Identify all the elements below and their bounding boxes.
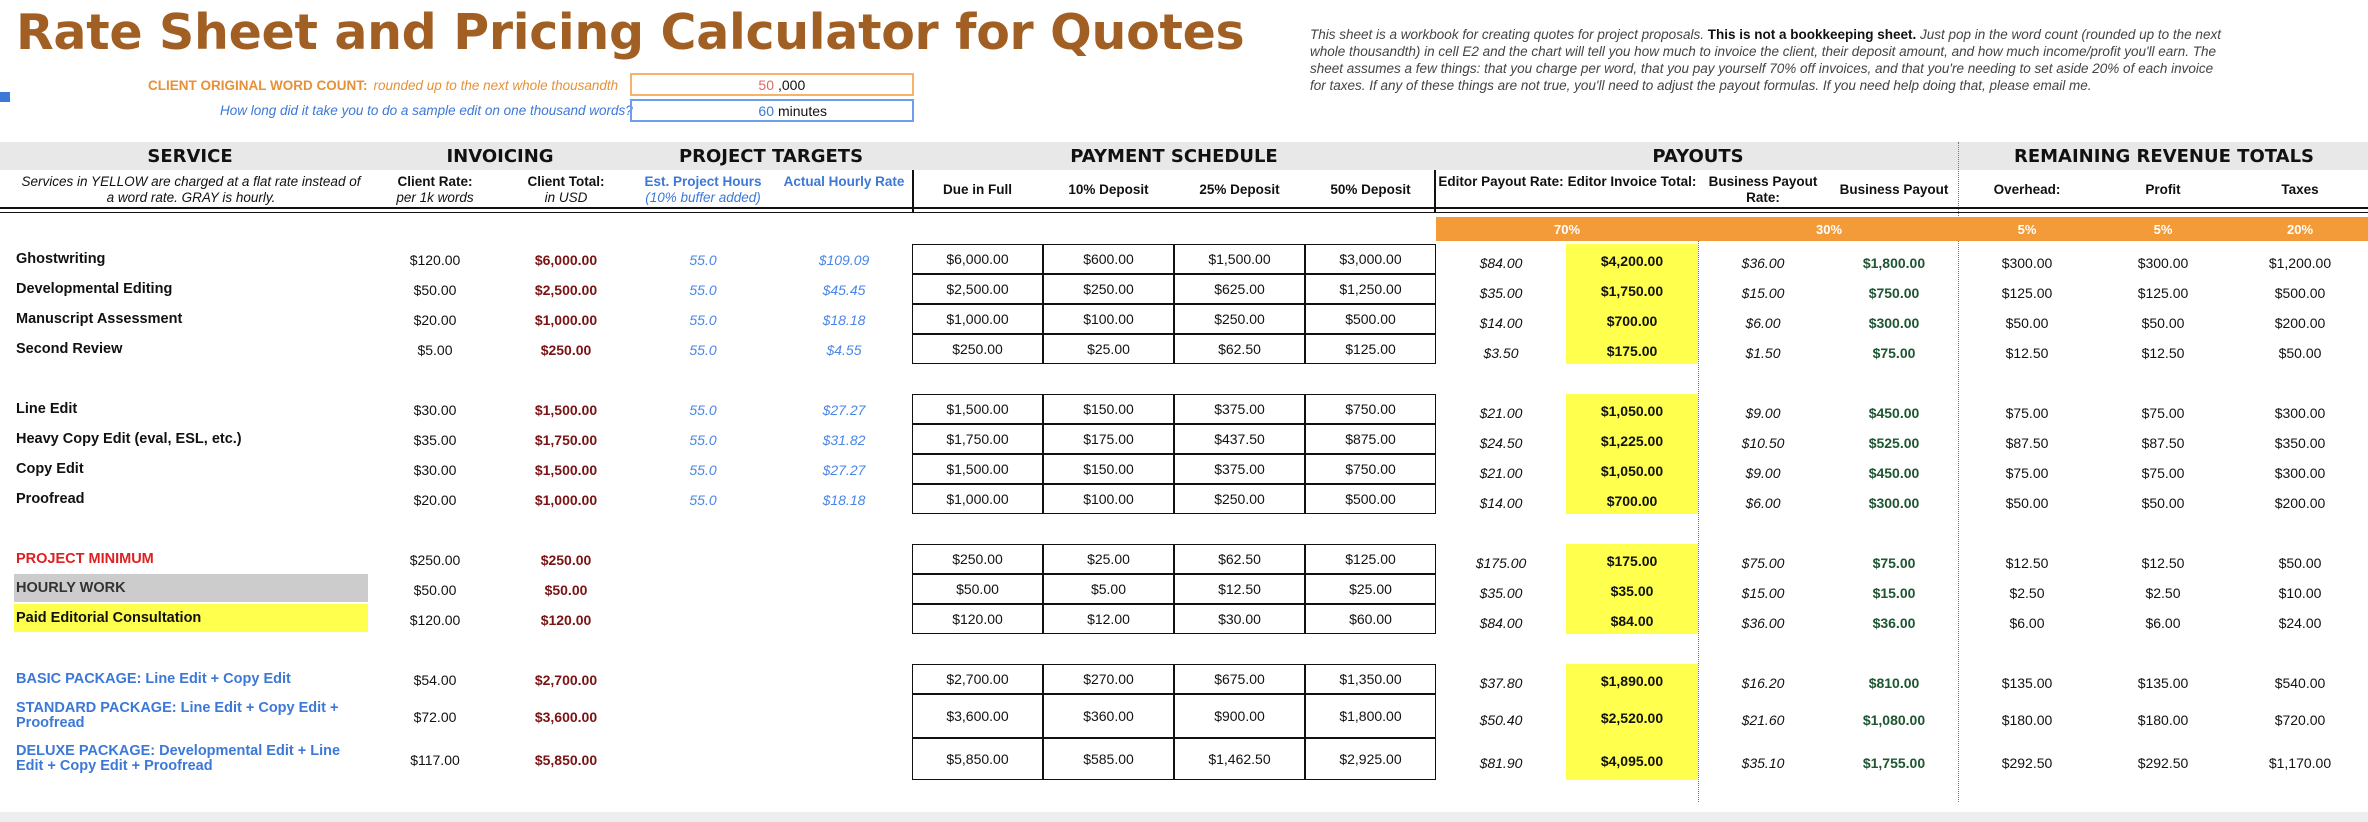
- cell-d25[interactable]: $900.00: [1174, 694, 1305, 738]
- cell-etotal[interactable]: $35.00: [1566, 574, 1698, 604]
- cell-hours[interactable]: 55.0: [689, 252, 717, 268]
- cell-hourly[interactable]: [782, 696, 906, 738]
- service-name[interactable]: Paid Editorial Consultation: [14, 604, 368, 632]
- cell-hourly[interactable]: $18.18: [822, 492, 866, 508]
- cell-erate[interactable]: $14.00: [1479, 315, 1523, 331]
- cell-tax[interactable]: $24.00: [2278, 615, 2322, 631]
- cell-full[interactable]: $250.00: [912, 334, 1043, 364]
- service-name[interactable]: Copy Edit: [16, 460, 84, 477]
- cell-tax[interactable]: $300.00: [2274, 405, 2326, 421]
- cell-erate[interactable]: $35.00: [1479, 285, 1523, 301]
- col-hourly-rate: Actual Hourly Rate: [783, 174, 905, 189]
- cell-brate[interactable]: $36.00: [1741, 615, 1785, 631]
- cell-d10[interactable]: $100.00: [1043, 484, 1174, 514]
- cell-etotal[interactable]: $175.00: [1566, 544, 1698, 574]
- service-name[interactable]: DELUXE PACKAGE: Developmental Edit + Line Edit + Copy Edit + Proofread: [16, 743, 341, 774]
- cell-bpay[interactable]: $15.00: [1872, 585, 1916, 601]
- sample-time-input[interactable]: 60 minutes: [630, 99, 914, 122]
- cell-over[interactable]: $12.50: [2005, 345, 2049, 361]
- cell-erate[interactable]: $50.40: [1479, 712, 1523, 728]
- cell-erate[interactable]: $84.00: [1479, 255, 1523, 271]
- cell-profit[interactable]: $12.50: [2141, 555, 2185, 571]
- service-name[interactable]: Line Edit: [16, 400, 78, 417]
- cell-tax[interactable]: $1,200.00: [2268, 255, 2332, 271]
- cell-d25[interactable]: $375.00: [1174, 454, 1305, 484]
- cell-d50[interactable]: $60.00: [1305, 604, 1436, 634]
- cell-d50[interactable]: $3,000.00: [1305, 244, 1436, 274]
- section-remaining-revenue: REMAINING REVENUE TOTALS: [2013, 146, 2314, 167]
- cell-full[interactable]: $1,750.00: [912, 424, 1043, 454]
- cell-d50[interactable]: $125.00: [1305, 334, 1436, 364]
- col-editor-total: Editor Invoice Total:: [1567, 174, 1697, 189]
- cell-hourly[interactable]: [782, 576, 906, 604]
- cell-etotal[interactable]: $1,225.00: [1566, 424, 1698, 454]
- cell-hourly[interactable]: $27.27: [822, 402, 866, 418]
- cell-bpay[interactable]: $1,755.00: [1862, 755, 1926, 771]
- cell-profit[interactable]: $50.00: [2141, 495, 2185, 511]
- cell-brate[interactable]: $16.20: [1741, 675, 1785, 691]
- cell-rate[interactable]: $72.00: [413, 709, 457, 725]
- cell-over[interactable]: $75.00: [2005, 405, 2049, 421]
- cell-over[interactable]: $2.50: [2009, 585, 2045, 601]
- cell-d25[interactable]: $62.50: [1174, 334, 1305, 364]
- cell-brate[interactable]: $36.00: [1741, 255, 1785, 271]
- cell-etotal[interactable]: $1,050.00: [1566, 394, 1698, 424]
- cell-brate[interactable]: $10.50: [1741, 435, 1785, 451]
- cell-tax[interactable]: $500.00: [2274, 285, 2326, 301]
- cell-over[interactable]: $300.00: [2001, 255, 2053, 271]
- cell-d10[interactable]: $175.00: [1043, 424, 1174, 454]
- cell-tax[interactable]: $200.00: [2274, 495, 2326, 511]
- col-taxes: Taxes: [2281, 182, 2319, 197]
- cell-erate[interactable]: $14.00: [1479, 495, 1523, 511]
- service-name[interactable]: Manuscript Assessment: [16, 310, 183, 327]
- table-row: [0, 424, 2368, 454]
- cell-d25[interactable]: $437.50: [1174, 424, 1305, 454]
- table-row: [0, 544, 2368, 574]
- cell-tax[interactable]: $50.00: [2278, 555, 2322, 571]
- table-row: [0, 394, 2368, 424]
- cell-over[interactable]: $50.00: [2005, 315, 2049, 331]
- cell-hours[interactable]: 55.0: [689, 492, 717, 508]
- service-name[interactable]: HOURLY WORK: [14, 574, 368, 602]
- cell-brate[interactable]: $21.60: [1741, 712, 1785, 728]
- cell-bpay[interactable]: $75.00: [1872, 345, 1916, 361]
- cell-total[interactable]: $120.00: [540, 612, 592, 628]
- cell-etotal[interactable]: $1,750.00: [1566, 274, 1698, 304]
- cell-d25[interactable]: $250.00: [1174, 304, 1305, 334]
- cell-hourly[interactable]: [782, 546, 906, 574]
- cell-d10[interactable]: $150.00: [1043, 454, 1174, 484]
- page-title: Rate Sheet and Pricing Calculator for Quotes: [16, 4, 1245, 61]
- cell-hourly[interactable]: $31.82: [822, 432, 866, 448]
- cell-rate[interactable]: $120.00: [409, 612, 461, 628]
- service-name[interactable]: Heavy Copy Edit (eval, ESL, etc.): [16, 430, 242, 447]
- cell-d50[interactable]: $125.00: [1305, 544, 1436, 574]
- cell-brate[interactable]: $15.00: [1741, 285, 1785, 301]
- cell-bpay[interactable]: $810.00: [1868, 675, 1920, 691]
- cell-rate[interactable]: $30.00: [413, 462, 457, 478]
- cell-brate[interactable]: $9.00: [1745, 465, 1781, 481]
- cell-profit[interactable]: $125.00: [2137, 285, 2189, 301]
- table-row: [0, 454, 2368, 484]
- cell-erate[interactable]: $81.90: [1479, 755, 1523, 771]
- cell-etotal[interactable]: $700.00: [1566, 484, 1698, 514]
- cell-profit[interactable]: $75.00: [2141, 405, 2185, 421]
- cell-erate[interactable]: $21.00: [1479, 405, 1523, 421]
- header-rule-thin: [0, 212, 2368, 213]
- col-business-payout: Business Payout: [1839, 182, 1949, 197]
- col-est-hours: Est. Project Hours (10% buffer added): [644, 174, 762, 205]
- cell-d50[interactable]: $1,250.00: [1305, 274, 1436, 304]
- cell-total[interactable]: $2,500.00: [534, 282, 598, 298]
- cell-hourly[interactable]: [782, 740, 906, 780]
- cell-full[interactable]: $1,500.00: [912, 454, 1043, 484]
- cell-d25[interactable]: $625.00: [1174, 274, 1305, 304]
- cell-d25[interactable]: $250.00: [1174, 484, 1305, 514]
- cell-d50[interactable]: $750.00: [1305, 394, 1436, 424]
- cell-rate[interactable]: $35.00: [413, 432, 457, 448]
- cell-hourly[interactable]: $27.27: [822, 462, 866, 478]
- cell-d50[interactable]: $2,925.00: [1305, 738, 1436, 780]
- cell-rate[interactable]: $5.00: [417, 342, 453, 358]
- table-row: [0, 274, 2368, 304]
- cell-bpay[interactable]: $450.00: [1868, 405, 1920, 421]
- cell-etotal[interactable]: $4,095.00: [1566, 738, 1698, 780]
- sheet-description: This sheet is a workbook for creating quotes for project proposals. This is not a bookkeeping sheet. Just pop in the word count (rounded up to the next whole thousandth) in cell E2 and the chart will tell you how much to invoice the client, their deposit amount, and how much income/profit you'll earn. The sheet assumes a few things: that you charge per word, that you pay yourself 70% off invoices, and that you're needing to set aside 20% of each invoice for taxes. If any of these things are not true, you'll need to adjust the payout formulas. If you need help doing that, please email me.: [1310, 27, 2221, 93]
- cell-rate[interactable]: $117.00: [410, 752, 460, 768]
- cell-erate[interactable]: $3.50: [1483, 345, 1519, 361]
- cell-bpay[interactable]: $1,080.00: [1862, 712, 1926, 728]
- cell-full[interactable]: $250.00: [912, 544, 1043, 574]
- cell-hourly[interactable]: $45.45: [822, 282, 866, 298]
- service-name[interactable]: Proofread: [16, 490, 85, 507]
- cell-hours[interactable]: [632, 606, 774, 634]
- service-name[interactable]: BASIC PACKAGE: Line Edit + Copy Edit: [16, 670, 291, 687]
- cell-total[interactable]: $1,000.00: [534, 492, 598, 508]
- cell-rate[interactable]: $250.00: [409, 552, 461, 568]
- cell-erate[interactable]: $24.50: [1479, 435, 1523, 451]
- cell-over[interactable]: $87.50: [2005, 435, 2049, 451]
- service-name[interactable]: Developmental Editing: [16, 280, 173, 297]
- word-count-input[interactable]: 50 ,000: [630, 73, 914, 96]
- cell-rate[interactable]: $20.00: [413, 492, 457, 508]
- cell-rate[interactable]: $20.00: [413, 312, 457, 328]
- cell-d10[interactable]: $100.00: [1043, 304, 1174, 334]
- cell-etotal[interactable]: $84.00: [1566, 604, 1698, 634]
- cell-erate[interactable]: $21.00: [1479, 465, 1523, 481]
- cell-over[interactable]: $12.50: [2005, 555, 2049, 571]
- cell-hourly[interactable]: $18.18: [822, 312, 866, 328]
- cell-total[interactable]: $3,600.00: [534, 709, 598, 725]
- cell-brate[interactable]: $6.00: [1745, 315, 1781, 331]
- col-deposit-10: 10% Deposit: [1068, 182, 1149, 197]
- cell-brate[interactable]: $15.00: [1741, 585, 1785, 601]
- cell-over[interactable]: $75.00: [2005, 465, 2049, 481]
- cell-bpay[interactable]: $525.00: [1868, 435, 1920, 451]
- cell-d50[interactable]: $875.00: [1305, 424, 1436, 454]
- cell-profit[interactable]: $50.00: [2141, 315, 2185, 331]
- cell-tax[interactable]: $540.00: [2274, 675, 2326, 691]
- cell-total[interactable]: $5,850.00: [534, 752, 598, 768]
- service-name[interactable]: Ghostwriting: [16, 250, 106, 267]
- col-due-full: Due in Full: [943, 182, 1012, 197]
- cell-brate[interactable]: $75.00: [1741, 555, 1785, 571]
- section-payouts: PAYOUTS: [1652, 146, 1744, 167]
- cell-d50[interactable]: $1,800.00: [1305, 694, 1436, 738]
- cell-total[interactable]: $50.00: [544, 582, 588, 598]
- cell-hourly[interactable]: $4.55: [826, 342, 862, 358]
- cell-over[interactable]: $6.00: [2009, 615, 2045, 631]
- cell-over[interactable]: $292.50: [2001, 755, 2053, 771]
- cell-d10[interactable]: $5.00: [1043, 574, 1174, 604]
- cell-profit[interactable]: $292.50: [2137, 755, 2189, 771]
- cell-full[interactable]: $3,600.00: [912, 694, 1043, 738]
- cell-hours[interactable]: [632, 576, 774, 604]
- cell-d50[interactable]: $500.00: [1305, 484, 1436, 514]
- cell-hours[interactable]: [632, 696, 774, 738]
- section-invoicing: INVOICING: [446, 146, 554, 167]
- cell-total[interactable]: $2,700.00: [534, 672, 598, 688]
- cell-full[interactable]: $1,000.00: [912, 304, 1043, 334]
- cell-hours[interactable]: 55.0: [689, 402, 717, 418]
- cell-over[interactable]: $125.00: [2001, 285, 2053, 301]
- cell-erate[interactable]: $84.00: [1479, 615, 1523, 631]
- cell-erate[interactable]: $37.80: [1479, 675, 1523, 691]
- service-name[interactable]: STANDARD PACKAGE: Line Edit + Copy Edit + Proofread: [16, 700, 339, 731]
- cell-tax[interactable]: $200.00: [2274, 315, 2326, 331]
- cell-hours[interactable]: [632, 666, 774, 694]
- cell-full[interactable]: $50.00: [912, 574, 1043, 604]
- cell-d10[interactable]: $270.00: [1043, 664, 1174, 694]
- table-row: [0, 244, 2368, 274]
- cell-d10[interactable]: $25.00: [1043, 544, 1174, 574]
- cell-hours[interactable]: 55.0: [689, 312, 717, 328]
- cell-d10[interactable]: $250.00: [1043, 274, 1174, 304]
- cell-d50[interactable]: $25.00: [1305, 574, 1436, 604]
- cell-rate[interactable]: $30.00: [413, 402, 457, 418]
- cell-d25[interactable]: $12.50: [1174, 574, 1305, 604]
- cell-tax[interactable]: $10.00: [2278, 585, 2322, 601]
- cell-full[interactable]: $2,500.00: [912, 274, 1043, 304]
- cell-total[interactable]: $250.00: [540, 342, 592, 358]
- profit-percent: 5%: [2094, 217, 2232, 241]
- cell-etotal[interactable]: $1,050.00: [1566, 454, 1698, 484]
- cell-hours[interactable]: 55.0: [689, 342, 717, 358]
- table-row: [0, 664, 2368, 694]
- cell-etotal[interactable]: $1,890.00: [1566, 664, 1698, 694]
- service-note: Services in YELLOW are charged at a flat rate instead of a word rate. GRAY is hourly.: [21, 174, 361, 205]
- cell-d10[interactable]: $360.00: [1043, 694, 1174, 738]
- cell-rate[interactable]: $120.00: [409, 252, 461, 268]
- taxes-percent: 20%: [2232, 217, 2368, 241]
- cell-rate[interactable]: $50.00: [413, 282, 457, 298]
- cell-over[interactable]: $135.00: [2001, 675, 2053, 691]
- cell-erate[interactable]: $175.00: [1475, 555, 1527, 571]
- schedule-left-border: [912, 170, 914, 212]
- table-row: [0, 694, 2368, 738]
- col-profit: Profit: [2145, 182, 2181, 197]
- table-row: [0, 484, 2368, 514]
- cell-hourly[interactable]: [782, 666, 906, 694]
- cell-brate[interactable]: $9.00: [1745, 405, 1781, 421]
- col-business-rate: Business Payout Rate:: [1708, 174, 1818, 205]
- cell-d25[interactable]: $62.50: [1174, 544, 1305, 574]
- cell-profit[interactable]: $180.00: [2137, 712, 2189, 728]
- cell-full[interactable]: $6,000.00: [912, 244, 1043, 274]
- cell-etotal[interactable]: $4,200.00: [1566, 244, 1698, 274]
- cell-bpay[interactable]: $1,800.00: [1862, 255, 1926, 271]
- cell-d50[interactable]: $500.00: [1305, 304, 1436, 334]
- cell-over[interactable]: $50.00: [2005, 495, 2049, 511]
- cell-total[interactable]: $1,000.00: [534, 312, 598, 328]
- cell-full[interactable]: $120.00: [912, 604, 1043, 634]
- cell-tax[interactable]: $350.00: [2274, 435, 2326, 451]
- cell-bpay[interactable]: $36.00: [1872, 615, 1916, 631]
- cell-full[interactable]: $1,000.00: [912, 484, 1043, 514]
- cell-profit[interactable]: $87.50: [2141, 435, 2185, 451]
- editor-percent: 70%: [1436, 217, 1698, 241]
- cell-hours[interactable]: 55.0: [689, 462, 717, 478]
- cell-hours[interactable]: [632, 740, 774, 780]
- cell-d25[interactable]: $375.00: [1174, 394, 1305, 424]
- cell-full[interactable]: $2,700.00: [912, 664, 1043, 694]
- cell-full[interactable]: $5,850.00: [912, 738, 1043, 780]
- cell-full[interactable]: $1,500.00: [912, 394, 1043, 424]
- selection-handle[interactable]: [0, 92, 10, 102]
- overhead-percent: 5%: [1960, 217, 2094, 241]
- col-overhead: Overhead:: [1993, 182, 2061, 197]
- cell-d25[interactable]: $675.00: [1174, 664, 1305, 694]
- cell-bpay[interactable]: $750.00: [1868, 285, 1920, 301]
- sheet-bottom: [0, 812, 2368, 822]
- cell-profit[interactable]: $6.00: [2145, 615, 2181, 631]
- cell-brate[interactable]: $6.00: [1745, 495, 1781, 511]
- cell-hourly[interactable]: [782, 606, 906, 634]
- cell-erate[interactable]: $35.00: [1479, 585, 1523, 601]
- cell-d10[interactable]: $12.00: [1043, 604, 1174, 634]
- cell-total[interactable]: $6,000.00: [534, 252, 598, 268]
- section-service: SERVICE: [147, 146, 233, 167]
- cell-etotal[interactable]: $175.00: [1566, 334, 1698, 364]
- col-client-total: Client Total: in USD: [527, 174, 605, 205]
- service-name[interactable]: Second Review: [16, 340, 123, 357]
- cell-tax[interactable]: $50.00: [2278, 345, 2322, 361]
- cell-d10[interactable]: $600.00: [1043, 244, 1174, 274]
- cell-profit[interactable]: $300.00: [2137, 255, 2189, 271]
- cell-total[interactable]: $1,750.00: [534, 432, 598, 448]
- cell-tax[interactable]: $720.00: [2274, 712, 2326, 728]
- cell-profit[interactable]: $135.00: [2137, 675, 2189, 691]
- cell-tax[interactable]: $300.00: [2274, 465, 2326, 481]
- table-row: [0, 604, 2368, 634]
- cell-bpay[interactable]: $300.00: [1868, 495, 1920, 511]
- section-project-targets: PROJECT TARGETS: [678, 146, 864, 167]
- cell-rate[interactable]: $50.00: [413, 582, 457, 598]
- cell-d10[interactable]: $150.00: [1043, 394, 1174, 424]
- schedule-right-border: [1434, 170, 1436, 212]
- cell-profit[interactable]: $12.50: [2141, 345, 2185, 361]
- cell-d25[interactable]: $30.00: [1174, 604, 1305, 634]
- cell-brate[interactable]: $35.10: [1741, 755, 1785, 771]
- cell-hours[interactable]: [632, 546, 774, 574]
- cell-d10[interactable]: $25.00: [1043, 334, 1174, 364]
- sample-time-label: How long did it take you to do a sample edit on one thousand words?: [220, 103, 633, 118]
- cell-brate[interactable]: $1.50: [1745, 345, 1781, 361]
- cell-d50[interactable]: $750.00: [1305, 454, 1436, 484]
- table-row: [0, 738, 2368, 780]
- cell-over[interactable]: $180.00: [2001, 712, 2053, 728]
- cell-rate[interactable]: $54.00: [413, 672, 457, 688]
- cell-total[interactable]: $250.00: [540, 552, 592, 568]
- cell-d25[interactable]: $1,462.50: [1174, 738, 1305, 780]
- cell-hourly[interactable]: $109.09: [818, 252, 870, 268]
- cell-hours[interactable]: 55.0: [689, 282, 717, 298]
- cell-tax[interactable]: $1,170.00: [2268, 755, 2332, 771]
- cell-d50[interactable]: $1,350.00: [1305, 664, 1436, 694]
- service-name[interactable]: PROJECT MINIMUM: [16, 550, 154, 567]
- section-payment-schedule: PAYMENT SCHEDULE: [1070, 146, 1278, 167]
- table-row: [0, 574, 2368, 604]
- col-deposit-50: 50% Deposit: [1330, 182, 1411, 197]
- col-editor-rate: Editor Payout Rate:: [1438, 174, 1564, 189]
- cell-d25[interactable]: $1,500.00: [1174, 244, 1305, 274]
- cell-total[interactable]: $1,500.00: [534, 402, 598, 418]
- cell-hours[interactable]: 55.0: [689, 432, 717, 448]
- cell-bpay[interactable]: $450.00: [1868, 465, 1920, 481]
- cell-profit[interactable]: $2.50: [2145, 585, 2181, 601]
- word-count-label: CLIENT ORIGINAL WORD COUNT: rounded up to the next whole thousandth: [148, 78, 619, 93]
- cell-bpay[interactable]: $75.00: [1872, 555, 1916, 571]
- cell-profit[interactable]: $75.00: [2141, 465, 2185, 481]
- business-percent: 30%: [1698, 217, 1960, 241]
- cell-etotal[interactable]: $700.00: [1566, 304, 1698, 334]
- header-rule: [0, 207, 2368, 209]
- table-row: [0, 304, 2368, 334]
- cell-d10[interactable]: $585.00: [1043, 738, 1174, 780]
- cell-etotal[interactable]: $2,520.00: [1566, 694, 1698, 738]
- col-deposit-25: 25% Deposit: [1199, 182, 1280, 197]
- cell-total[interactable]: $1,500.00: [534, 462, 598, 478]
- table-row: [0, 334, 2368, 364]
- col-client-rate: Client Rate: per 1k words: [396, 174, 474, 205]
- cell-bpay[interactable]: $300.00: [1868, 315, 1920, 331]
